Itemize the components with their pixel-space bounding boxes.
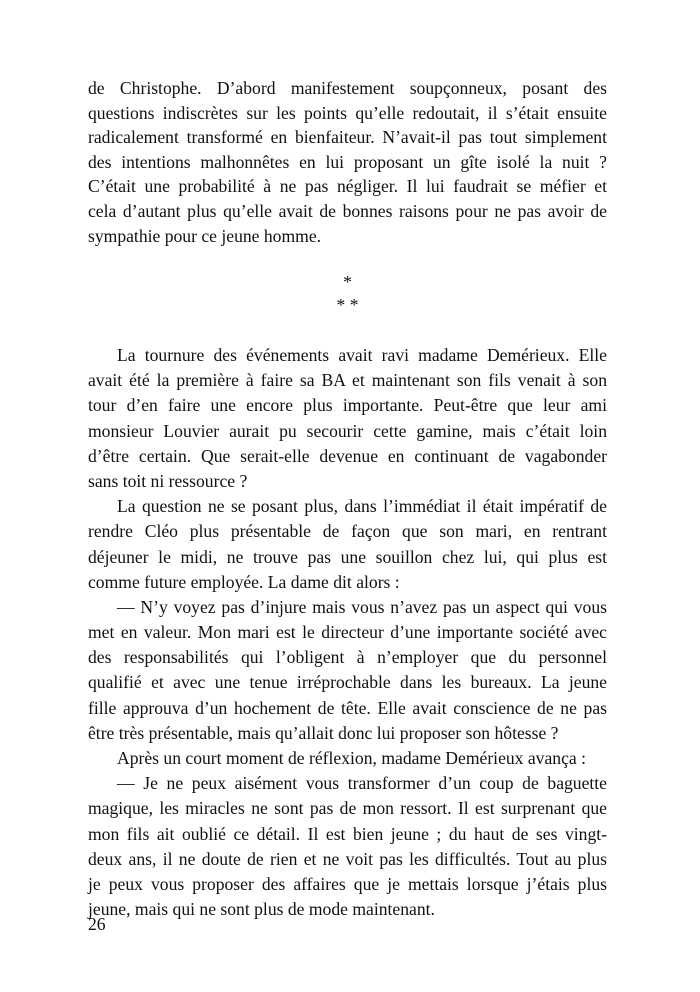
- text-line: de Christophe. D’abord manifestement soupçonneux, posant des: [88, 78, 607, 98]
- text-line: La question ne se posant plus, dans l’immédiat il était impératif de: [117, 496, 607, 517]
- text-line: magique, les miracles ne sont pas de mon ressort. Il est surprenant que: [88, 798, 607, 819]
- paragraph: [88, 76, 607, 248]
- separator-star: *: [343, 272, 352, 292]
- text-line: C’était une probabilité à ne pas négliger. Il lui faudrait se méfier et: [88, 176, 607, 197]
- text-line: des intentions malhonnêtes en lui proposant un gîte isolé la nuit ?: [88, 151, 607, 172]
- paragraph: [88, 343, 607, 494]
- text-line: Après un court moment de réflexion, madame Demérieux avança :: [117, 748, 586, 768]
- text-line: sans toit ni ressource ?: [88, 470, 248, 491]
- text-line: jeune, mais qui ne sont plus de mode maintenant.: [88, 899, 435, 920]
- separator-stars: * *: [336, 295, 359, 315]
- text-line: avait été la première à faire sa BA et maintenant son fils venait à son: [88, 370, 607, 391]
- text-block-bottom: [88, 343, 607, 922]
- text-line: cela d’autant plus qu’elle avait de bonnes raisons pour ne pas avoir de: [88, 200, 607, 221]
- text-block-top: [88, 76, 607, 248]
- paragraph: [88, 595, 607, 746]
- text-line: fille approuva d’un hochement de tête. Elle avait conscience de ne pas: [88, 697, 607, 718]
- page-number: 26: [88, 914, 106, 934]
- paragraph: [88, 771, 607, 922]
- text-line: mon fils ait oublié ce détail. Il est bien jeune ; du haut de ses vingt-: [88, 823, 607, 844]
- text-line: deux ans, il ne doute de rien et ne voit pas les difficultés. Tout au plus: [88, 848, 607, 869]
- text-line: je peux vous proposer des affaires que je mettais lorsque j’étais plus: [88, 873, 607, 894]
- text-line: sympathie pour ce jeune homme.: [88, 225, 322, 246]
- text-line: déjeuner le midi, ne trouve pas une souillon chez lui, qui plus est: [88, 546, 607, 567]
- text-line: rendre Cléo plus présentable de façon que son mari, en rentrant: [88, 521, 607, 542]
- text-line: monsieur Louvier aurait pu secourir cette gamine, mais c’était loin: [88, 420, 607, 441]
- section-separator: [88, 271, 607, 317]
- text-line: d’être certain. Que serait-elle devenue en continuant de vagabonder: [88, 445, 607, 466]
- text-line: met en valeur. Mon mari est le directeur d’une importante société avec: [88, 622, 607, 643]
- text-line: tour d’en faire une encore plus importante. Peut-être que leur ami: [88, 395, 607, 416]
- text-line: être très présentable, mais qu’allait donc lui proposer son hôtesse ?: [88, 722, 559, 743]
- text-line: questions indiscrètes sur les points qu’elle redoutait, il s’était ensuite: [88, 102, 607, 123]
- text-line: des responsabilités qui l’obligent à n’employer que du personnel: [88, 647, 607, 668]
- text-line: — N’y voyez pas d’injure mais vous n’avez pas un aspect qui vous: [117, 596, 607, 617]
- text-line: radicalement transformé en bienfaiteur. N’avait-il pas tout simplement: [88, 127, 607, 148]
- paragraph: [88, 494, 607, 595]
- text-line: comme future employée. La dame dit alors :: [88, 571, 400, 592]
- text-line: La tournure des événements avait ravi madame Demérieux. Elle: [117, 345, 607, 365]
- text-line: — Je ne peux aisément vous transformer d’un coup de baguette: [117, 773, 607, 794]
- text-line: qualifié et avec une tenue irréprochable dans les bureaux. La jeune: [88, 672, 607, 693]
- paragraph: [88, 746, 607, 771]
